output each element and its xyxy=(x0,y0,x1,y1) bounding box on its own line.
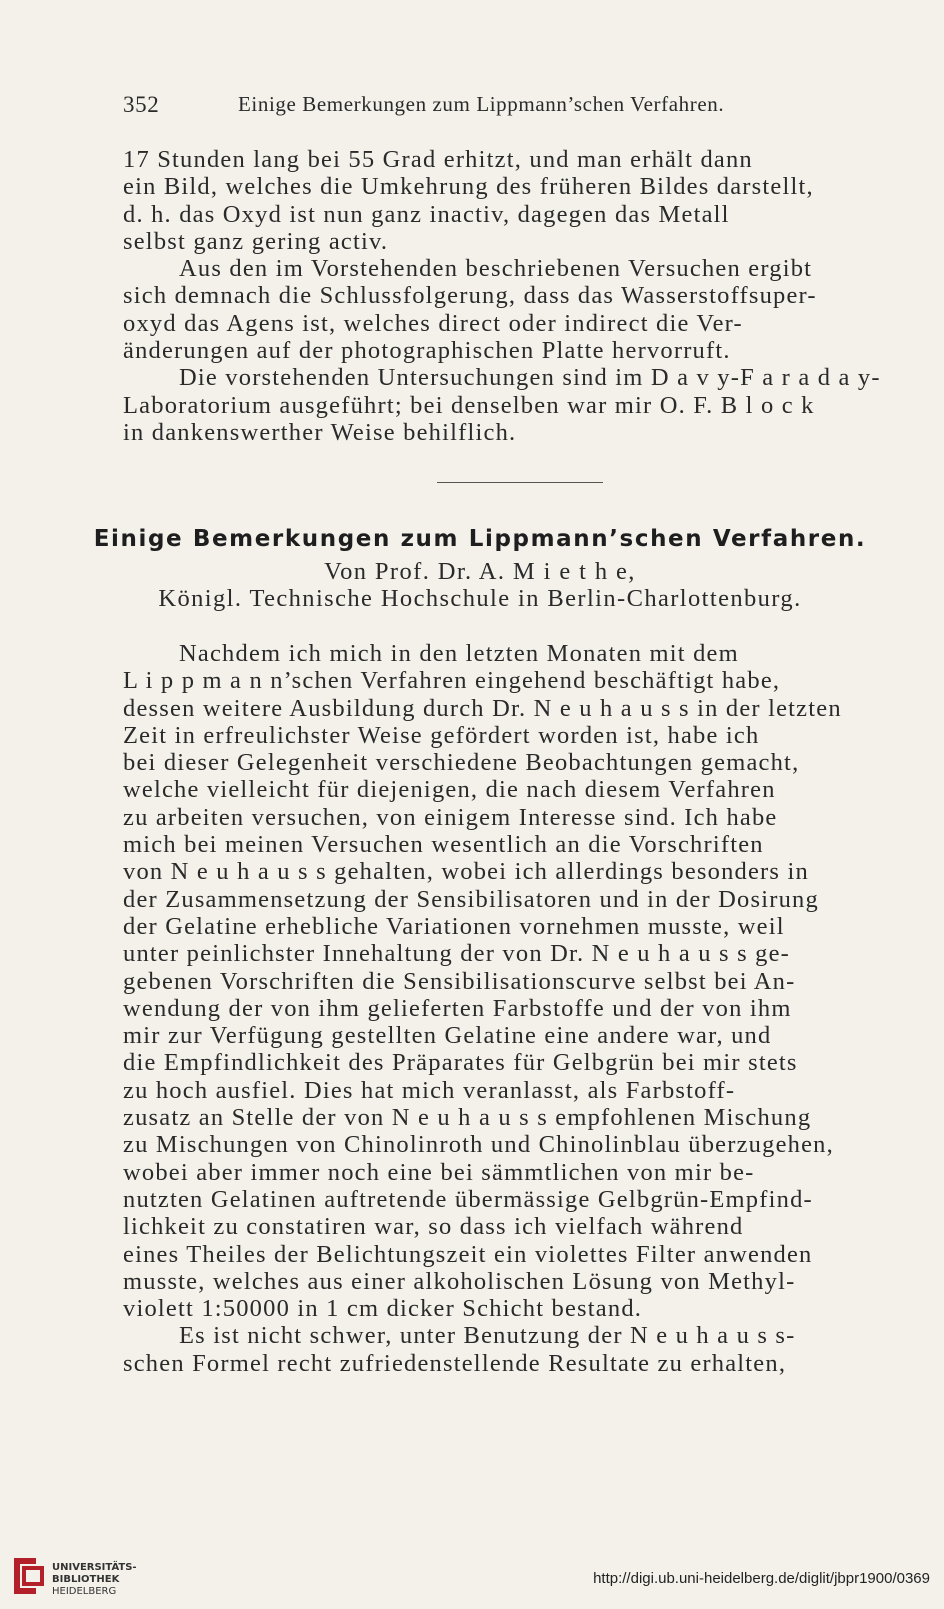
article-body xyxy=(123,640,913,1377)
text-line: gebenen Vorschriften die Sensibilisationscurve selbst bei An- xyxy=(123,967,796,995)
text-line: 17 Stunden lang bei 55 Grad erhitzt, und man erhält dann xyxy=(123,146,753,173)
paragraph xyxy=(123,364,913,446)
text-line: mich bei meinen Versuchen wesentlich an die Vorschriften xyxy=(123,831,764,859)
text-line: Es ist nicht schwer, unter Benutzung der N e u h a u s s- xyxy=(179,1322,796,1350)
text-line: zu Mischungen von Chinolinroth und Chinolinblau überzugehen, xyxy=(123,1131,834,1159)
library-name xyxy=(52,1562,137,1598)
library-logo-icon xyxy=(10,1554,46,1598)
text-line: Aus den im Vorstehenden beschriebenen Versuchen ergibt xyxy=(179,255,813,283)
text-line: in dankenswerther Weise behilflich. xyxy=(123,418,517,446)
page-number: 352 xyxy=(123,92,160,117)
text-line: Die vorstehenden Untersuchungen sind im D a v y-F a r a d a y- xyxy=(179,364,881,392)
text-line: wendung der von ihm gelieferten Farbstoffe und der von ihm xyxy=(123,994,792,1022)
text-line: Zeit in erfreulichster Weise gefördert worden ist, habe ich xyxy=(123,721,760,749)
text-line: zu hoch ausfiel. Dies hat mich veranlasst, als Farbstoff- xyxy=(123,1076,736,1104)
article-title: Einige Bemerkungen zum Lippmann’schen Verfahren. xyxy=(93,526,867,552)
text-line: welche vielleicht für diejenigen, die nach diesem Verfahren xyxy=(123,776,776,804)
text-line: nutzten Gelatinen auftretende übermässige Gelbgrün-Empfind- xyxy=(123,1185,813,1213)
text-line: schen Formel recht zufriedenstellende Resultate zu erhalten, xyxy=(123,1349,787,1377)
text-line: unter peinlichster Innehaltung der von Dr. N e u h a u s s ge- xyxy=(123,940,791,968)
text-line: der Gelatine erhebliche Variationen vornehmen musste, weil xyxy=(123,912,785,940)
text-line: wobei aber immer noch eine bei sämmtlichen von mir be- xyxy=(123,1158,755,1186)
paragraph xyxy=(123,1322,913,1377)
section-divider xyxy=(437,482,603,483)
text-line: musste, welches aus einer alkoholischen Lösung von Methyl- xyxy=(123,1267,796,1295)
text-line: Nachdem ich mich in den letzten Monaten mit dem xyxy=(179,640,739,667)
article-institution: Königl. Technische Hochschule in Berlin-Charlottenburg. xyxy=(158,585,802,612)
text-line: die Empfindlichkeit des Präparates für Gelbgrün bei mir stets xyxy=(123,1049,798,1077)
text-line: lichkeit zu constatiren war, so dass ich vielfach während xyxy=(123,1213,744,1241)
text-line: d. h. das Oxyd ist nun ganz inactiv, dagegen das Metall xyxy=(123,200,730,228)
text-line: mir zur Verfügung gestellten Gelatine eine andere war, und xyxy=(123,1022,772,1050)
library-name-line: UNIVERSITÄTS- xyxy=(52,1562,137,1573)
text-line: zu arbeiten versuchen, von einigem Interesse sind. Ich habe xyxy=(123,803,778,831)
text-line: L i p p m a n n’schen Verfahren eingehend beschäftigt habe, xyxy=(123,667,781,695)
text-line: ein Bild, welches die Umkehrung des früheren Bildes darstellt, xyxy=(123,173,814,201)
text-line: bei dieser Gelegenheit verschiedene Beobachtungen gemacht, xyxy=(123,749,800,777)
running-title: Einige Bemerkungen zum Lippmann’schen Verfahren. xyxy=(238,92,725,116)
text-line: änderungen auf der photographischen Platte hervorruft. xyxy=(123,337,731,365)
article-author: Von Prof. Dr. A. M i e t h e, xyxy=(324,558,636,585)
source-url-link[interactable]: http://digi.ub.uni-heidelberg.de/diglit/jbpr1900/0369 xyxy=(593,1570,930,1587)
library-name-line: HEIDELBERG xyxy=(52,1586,117,1597)
paragraph xyxy=(123,640,913,1322)
text-line: violett 1:50000 in 1 cm dicker Schicht bestand. xyxy=(123,1295,643,1323)
text-line: sich demnach die Schlussfolgerung, dass das Wasserstoffsuper- xyxy=(123,282,817,310)
text-line: oxyd das Agens ist, welches direct oder indirect die Ver- xyxy=(123,309,743,337)
text-line: dessen weitere Ausbildung durch Dr. N e u h a u s s in der letzten xyxy=(123,694,842,722)
paragraph xyxy=(123,255,913,364)
library-name-line: BIBLIOTHEK xyxy=(52,1574,120,1585)
text-line: von N e u h a u s s gehalten, wobei ich allerdings besonders in xyxy=(123,858,809,886)
text-line: Laboratorium ausgeführt; bei denselben war mir O. F. B l o c k xyxy=(123,391,815,419)
text-line: der Zusammensetzung der Sensibilisatoren und in der Dosirung xyxy=(123,885,819,913)
continued-text-block xyxy=(123,146,913,446)
text-line: selbst ganz gering activ. xyxy=(123,227,389,255)
paragraph xyxy=(123,146,913,255)
text-line: eines Theiles der Belichtungszeit ein violettes Filter anwenden xyxy=(123,1240,813,1268)
text-line: zusatz an Stelle der von N e u h a u s s empfohlenen Mischung xyxy=(123,1104,812,1132)
